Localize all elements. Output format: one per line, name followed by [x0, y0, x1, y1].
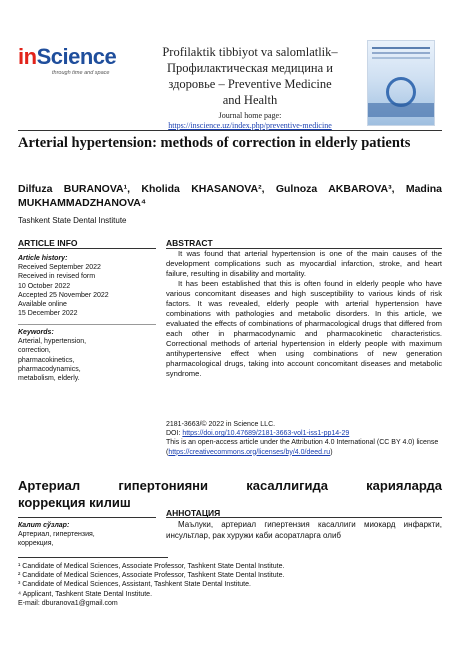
keyword-item: correction,: [18, 347, 51, 355]
translated-abstract: Маълуки, артериал гипертензия касаллиги миокард инфаркти, инсультлар, рак хуружи каби асоратларга олиб: [166, 520, 442, 540]
history-item: 10 October 2022: [18, 282, 71, 290]
footnotes: [18, 562, 442, 608]
logo-science: Science: [36, 44, 117, 69]
doi-link[interactable]: https://doi.org/10.47689/2181-3663-vol1-iss1-pp14-29: [182, 430, 350, 438]
translated-keyword-item: коррекция,: [18, 540, 54, 548]
translated-keys-rule: [18, 517, 156, 518]
translated-keywords-label: Калит сўзлар:: [18, 522, 70, 529]
home-page-link[interactable]: https://inscience.uz/index.php/preventive-medicine: [168, 121, 332, 130]
history-label: Article history:: [18, 255, 68, 262]
annotation-heading: АННОТАЦИЯ: [166, 508, 221, 518]
keyword-item: pharmacokinetics,: [18, 356, 75, 364]
translated-title: [18, 477, 442, 511]
footnote-item: ² Candidate of Medical Sciences, Associate Professor, Tashkent State Dental Institute.: [18, 572, 285, 580]
journal-title-line: Profilaktik tibbiyot va salomlatlik–: [162, 45, 338, 59]
license-line: [166, 438, 442, 456]
article-title: Arterial hypertension: methods of correction in elderly patients: [18, 135, 411, 151]
keyword-item: Arterial, hypertension,: [18, 338, 87, 346]
journal-title-line: and Health: [222, 93, 278, 107]
footnote-rule: [18, 557, 168, 558]
cover-title-bar: [372, 47, 430, 49]
history-item: Received in revised form: [18, 273, 96, 281]
abstract-body: [166, 249, 442, 379]
footnote-item: ¹ Candidate of Medical Sciences, Associate Professor, Tashkent State Dental Institute.: [18, 563, 285, 570]
translated-title-line: коррекция килиш: [18, 495, 131, 510]
history-item: Available online: [18, 301, 67, 309]
logo-tagline: through time and space: [52, 70, 110, 76]
journal-title-line: здоровье – Preventive Medicine: [168, 77, 332, 91]
license-text: This is an open-access article under the Attribution 4.0 International (CC BY 4.0) license (: [166, 439, 439, 456]
home-page-label: Journal home page:: [218, 111, 282, 120]
keywords-label: Keywords:: [18, 329, 54, 336]
article-authors: Dilfuza BURANOVA¹, Kholida KHASANOVA², Gulnoza AKBAROVA³, Madina MUKHAMMADZHANOVA⁴: [18, 183, 442, 209]
abstract-paragraph: It was found that arterial hypertension is one of the main causes of the development complications such as myocardial infarction, stroke, and heart failure, resulting in disability and mortality.: [166, 249, 442, 278]
keyword-item: pharmacodynamics,: [18, 365, 81, 373]
article-info-heading: ARTICLE INFO: [18, 238, 78, 248]
info-rule: [18, 248, 156, 249]
issn-line: 2181-3663/© 2022 in Science LLC.: [166, 421, 276, 428]
logo-in: in: [18, 44, 37, 69]
abstract-heading: ABSTRACT: [166, 238, 213, 248]
history-item: Accepted 25 November 2022: [18, 291, 109, 299]
cover-title-bar: [372, 52, 430, 54]
keyword-item: metabolism, elderly.: [18, 375, 80, 383]
translated-title-line: Артериал гипертонияни касаллигида карияларда: [18, 478, 442, 493]
translated-keywords: [18, 521, 156, 549]
footnote-item: ⁴ Applicant, Tashkent State Dental Institute.: [18, 590, 153, 598]
translated-keyword-item: Артериал, гипертензия,: [18, 531, 95, 539]
abstract-paragraph: It has been established that this is often found in elderly people who have various concomitant diseases and high susceptibility to various kinds of risk factors. It was revealed, elderly people with arterial hypertension have combinations with pathologies and metabolic disorders. In this article, we evaluated the effects of combinations of pharmacological drugs that differed from each other in pharmacodynamic and pharmacokinetic characteristics. Correctional methods of arterial hypertension in elderly people with maximum antihypertensive effect when using combinations of new generation pharmacological drugs, taking into account concomitant diseases and metabolic syndrome.: [166, 279, 442, 378]
inscience-logo: [18, 44, 138, 78]
article-affiliation: Tashkent State Dental Institute: [18, 216, 127, 225]
keywords-rule: [18, 324, 156, 325]
cover-title-bar: [372, 57, 430, 59]
doi-line: [166, 429, 442, 438]
footnote-item: ³ Candidate of Medical Sciences, Assistant, Tashkent State Dental Institute.: [18, 581, 251, 589]
license-link[interactable]: https://creativecommons.org/licenses/by/4.0/deed.ru: [168, 448, 331, 456]
doi-block: [166, 420, 442, 457]
keywords-block: [18, 328, 156, 383]
journal-title-line: Профилактическая медицина и: [167, 61, 333, 75]
history-item: Received September 2022: [18, 264, 101, 272]
cover-band: [368, 103, 434, 117]
article-history: [18, 254, 156, 318]
footnote-email: E-mail: dburanova1@gmail.com: [18, 599, 118, 607]
history-item: 15 December 2022: [18, 310, 78, 318]
header-divider: [18, 130, 442, 131]
annotation-rule: [166, 517, 442, 518]
journal-title: [140, 44, 360, 108]
journal-cover-image: [367, 40, 435, 126]
license-close: ): [330, 448, 333, 456]
doi-label: DOI:: [166, 430, 183, 438]
